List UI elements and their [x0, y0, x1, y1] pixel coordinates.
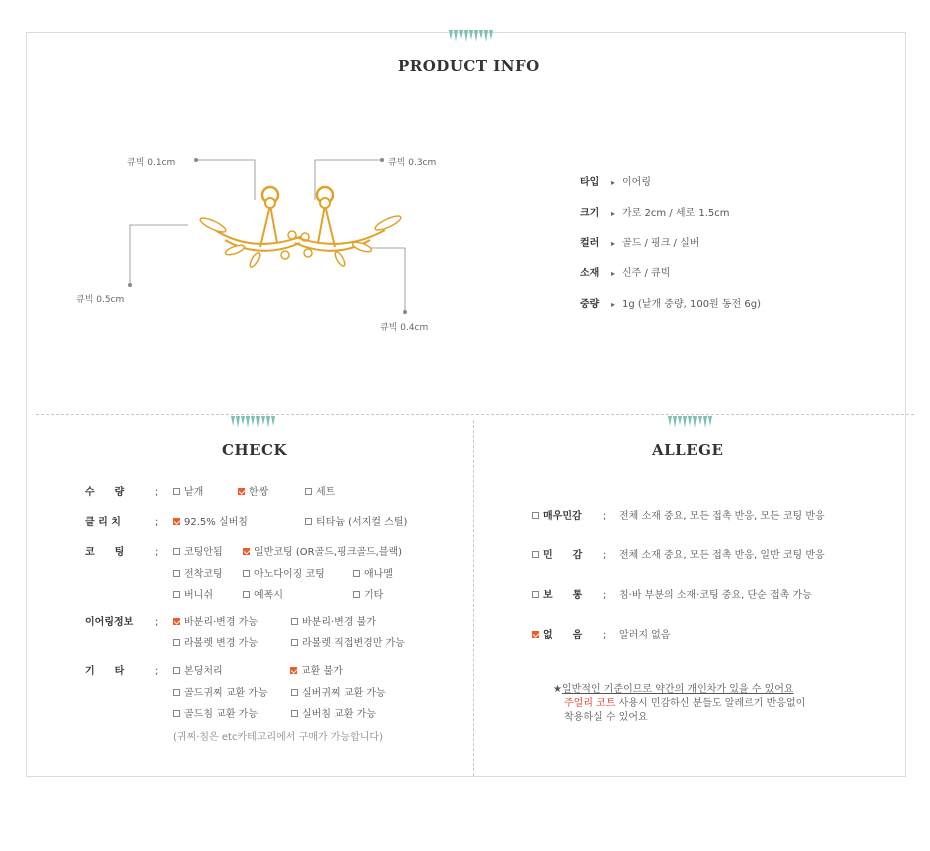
option-label: 아노다이징 코팅 [254, 569, 325, 580]
option-silver-pin[interactable] [173, 516, 248, 530]
checkbox-checked-icon [173, 618, 180, 625]
spec-value: 가로 2cm / 세로 1.5cm [622, 208, 730, 219]
spec-weight [580, 298, 761, 312]
checkbox-icon [291, 639, 298, 646]
row-separator: ; [603, 511, 607, 522]
row-separator: ; [603, 590, 607, 601]
option-electro-coating[interactable] [173, 568, 223, 582]
option-label: 라볼렛 직접변경만 가능 [302, 638, 405, 649]
option-bar-changeable[interactable] [173, 616, 258, 630]
checkbox-icon [173, 548, 180, 555]
section-divider [36, 414, 914, 415]
option-label: 본딩처리 [184, 666, 223, 677]
checkbox-icon [291, 710, 298, 717]
option-no-exchange[interactable] [290, 665, 343, 679]
row-separator: ; [603, 550, 607, 561]
option-label: 교환 불가 [301, 666, 343, 677]
check-row-etc [85, 665, 171, 679]
option-other[interactable] [353, 589, 383, 603]
checkbox-icon [173, 689, 180, 696]
star-icon: ★ [553, 684, 562, 695]
spec-key: 타입 [580, 177, 600, 188]
checkbox-checked-icon [290, 667, 297, 674]
checkbox-icon [532, 591, 539, 598]
product-info-title: PRODUCT INFO [398, 57, 540, 75]
checkbox-icon [291, 618, 298, 625]
option-labret-direct[interactable] [291, 637, 405, 651]
row-separator: ; [155, 666, 159, 677]
option-label: 일반코팅 (OR골드,핑크골드,블랙) [254, 547, 403, 558]
arrow-right-icon: ▸ [610, 209, 615, 218]
checkbox-icon [173, 710, 180, 717]
caption-cubic-05: 큐빅 0.5cm [76, 295, 125, 305]
checkbox-icon [243, 591, 250, 598]
row-separator: ; [603, 630, 607, 641]
row-separator: ; [155, 487, 159, 498]
note-line-1: 일반적인 기준이므로 약간의 개인차가 있을 수 있어요 [561, 684, 794, 695]
column-divider [473, 420, 474, 776]
row-separator: ; [155, 517, 159, 528]
caption-cubic-01: 큐빅 0.1cm [127, 158, 176, 168]
option-label: 세트 [316, 487, 336, 498]
earring-illustration [60, 140, 480, 340]
fringe-ornament-top [449, 30, 493, 42]
checkbox-icon [173, 570, 180, 577]
fringe-ornament-allege [668, 416, 712, 428]
option-label: 예폭시 [254, 590, 283, 601]
caption-cubic-03: 큐빅 0.3cm [388, 158, 437, 168]
note-line-2: 사용시 민감하신 분들도 알레르기 반응없이 [615, 698, 806, 709]
checkbox-icon [305, 518, 312, 525]
spec-size [580, 207, 729, 221]
check-row-coating [85, 546, 171, 560]
check-row-clutch [85, 516, 171, 530]
fringe-ornament-check [231, 416, 275, 428]
check-row-earring-info [85, 616, 171, 630]
caption-cubic-04: 큐빅 0.4cm [380, 323, 429, 333]
option-label: 라볼렛 변경 가능 [184, 638, 258, 649]
checkbox-icon [532, 512, 539, 519]
option-no-coating[interactable] [173, 546, 223, 560]
option-label: 기타 [364, 590, 384, 601]
option-varnish[interactable] [173, 589, 213, 603]
checkbox-icon [173, 488, 180, 495]
option-anodizing[interactable] [243, 568, 325, 582]
arrow-right-icon: ▸ [610, 269, 615, 278]
option-titanium[interactable] [305, 516, 407, 530]
allege-title: ALLEGE [652, 441, 724, 459]
row-text: 전체 소재 중요, 모든 접촉 반응, 모든 코팅 반응 [619, 511, 825, 522]
option-label: 실버귀찌 교환 가능 [302, 688, 386, 699]
option-label: 92.5% 실버침 [184, 517, 248, 528]
allege-row-none [532, 629, 670, 643]
row-label: 이어링정보 [85, 617, 134, 628]
option-label: 골드침 교환 가능 [184, 709, 258, 720]
spec-value: 골드 / 핑크 / 실버 [622, 238, 700, 249]
row-text: 알러지 없음 [619, 630, 671, 641]
checkbox-icon [532, 551, 539, 558]
spec-value: 신주 / 큐빅 [622, 268, 671, 279]
row-text: 전체 소재 중요, 모든 접촉 반응, 일반 코팅 반응 [619, 550, 825, 561]
check-row-quantity [85, 486, 171, 500]
spec-key: 컬러 [580, 238, 600, 249]
spec-value: 이어링 [622, 177, 651, 188]
arrow-right-icon: ▸ [610, 300, 615, 309]
row-label: 수 량 [85, 487, 125, 498]
allergy-note [553, 683, 805, 725]
arrow-right-icon: ▸ [610, 178, 615, 187]
checkbox-icon [243, 570, 250, 577]
checkbox-checked-icon [243, 548, 250, 555]
option-label: 코팅안됨 [184, 547, 223, 558]
option-label: 전착코팅 [184, 569, 223, 580]
option-gold-pin-exchange[interactable] [173, 708, 258, 722]
option-enamel[interactable] [353, 568, 393, 582]
allege-row-very-sensitive [532, 510, 825, 524]
spec-value: 1g (낱개 중량, 100원 동전 6g) [622, 299, 762, 310]
option-label: 버니쉬 [184, 590, 213, 601]
checkbox-icon [173, 667, 180, 674]
check-title: CHECK [222, 441, 288, 459]
allege-row-sensitive [532, 549, 825, 563]
spec-type [580, 176, 651, 190]
spec-key: 중량 [580, 299, 600, 310]
row-label: 클 리 치 [85, 517, 121, 528]
row-label: 기 타 [85, 666, 125, 677]
option-label: 실버침 교환 가능 [302, 709, 376, 720]
row-text: 침·바 부분의 소재·코팅 중요, 단순 접촉 가능 [619, 590, 812, 601]
option-label: 낱개 [184, 487, 204, 498]
option-label: 한쌍 [249, 487, 269, 498]
row-label: 민 감 [543, 550, 583, 561]
option-label: 골드귀찌 교환 가능 [184, 688, 268, 699]
option-label: 바분리·변경 불가 [302, 617, 376, 628]
row-separator: ; [155, 547, 159, 558]
option-bar-fixed[interactable] [291, 616, 376, 630]
checkbox-icon [353, 570, 360, 577]
checkbox-checked-icon [532, 631, 539, 638]
arrow-right-icon: ▸ [610, 239, 615, 248]
jewelry-coat-highlight: 주얼리 코트 [564, 698, 616, 709]
option-single[interactable] [173, 486, 203, 500]
spec-key: 소재 [580, 268, 600, 279]
checkbox-icon [173, 639, 180, 646]
option-label: 바분리·변경 가능 [184, 617, 258, 628]
option-labret-changeable[interactable] [173, 637, 258, 651]
option-silver-pin-exchange[interactable] [291, 708, 376, 722]
check-note: (귀찌·침은 etc카테고리에서 구매가 가능합니다) [173, 732, 383, 743]
spec-material [580, 267, 670, 281]
checkbox-icon [291, 689, 298, 696]
option-pair[interactable] [238, 486, 268, 500]
option-label: 애나멜 [364, 569, 393, 580]
row-label: 없 음 [543, 630, 583, 641]
checkbox-icon [305, 488, 312, 495]
note-line-3: 착용하실 수 있어요 [564, 712, 648, 723]
option-label: 티타늄 (서지컬 스틸) [316, 517, 408, 528]
option-silver-clip-exchange[interactable] [291, 687, 386, 701]
allege-row-normal [532, 589, 812, 603]
checkbox-icon [353, 591, 360, 598]
option-set[interactable] [305, 486, 335, 500]
row-label: 코 팅 [85, 547, 125, 558]
row-label: 보 통 [543, 590, 583, 601]
option-normal-coating[interactable] [243, 546, 402, 560]
checkbox-icon [173, 591, 180, 598]
spec-color [580, 237, 699, 251]
row-label: 매우민감 [543, 511, 582, 522]
option-bonding[interactable] [173, 665, 223, 679]
checkbox-checked-icon [238, 488, 245, 495]
option-epoxy[interactable] [243, 589, 283, 603]
row-separator: ; [155, 617, 159, 628]
checkbox-checked-icon [173, 518, 180, 525]
option-gold-clip-exchange[interactable] [173, 687, 268, 701]
spec-key: 크기 [580, 208, 600, 219]
